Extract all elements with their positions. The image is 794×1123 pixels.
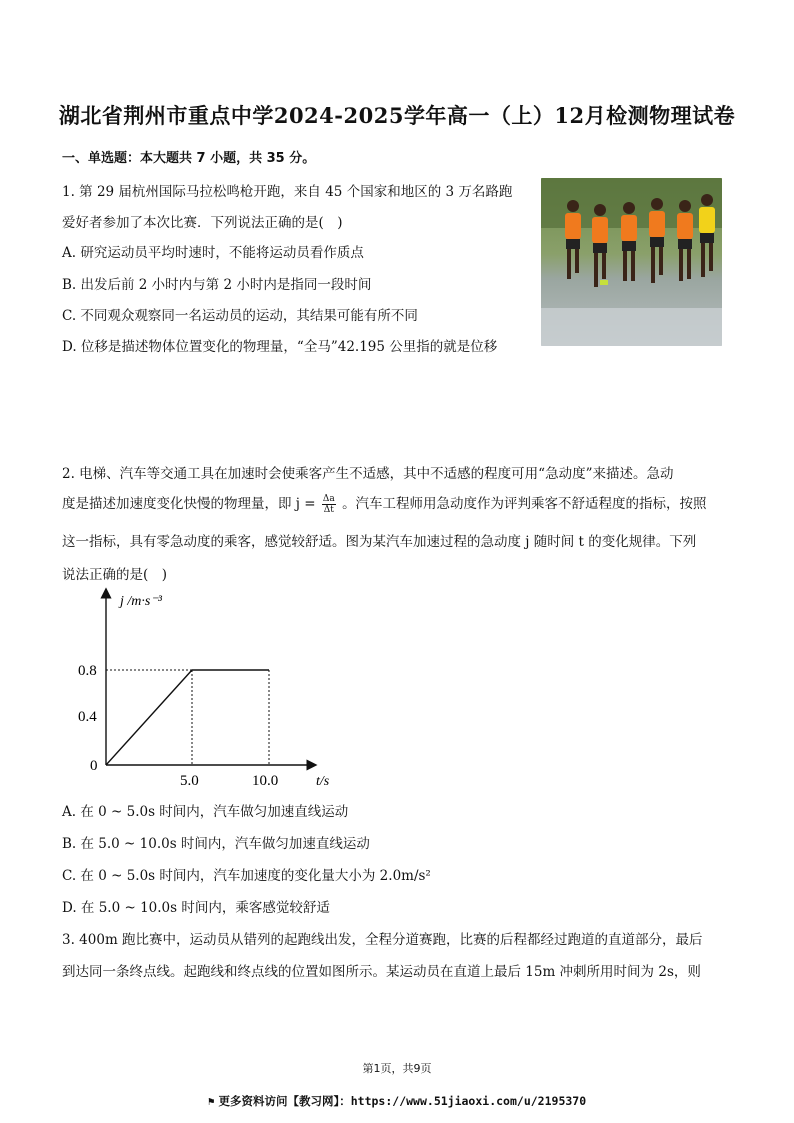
jerk-time-graph (62, 585, 362, 795)
y-tick-0: 0 (90, 758, 98, 774)
q1-option-d: D. 位移是描述物体位置变化的物理量，“全马”42.195 公里指的就是位移 (62, 339, 498, 355)
formula-numerator: Δa (322, 494, 335, 504)
promo-text[interactable]: 更多资料访问【教习网】：https://www.51jiaoxi.com/u/2195370 (218, 1094, 587, 1108)
x-tick-5-0: 5.0 (180, 773, 199, 789)
q2-line-2-post: 。汽车工程师用急动度作为评判乘客不舒适程度的指标，按照 (342, 496, 707, 512)
page-title: 湖北省荆州市重点中学2024-2025学年高一（上）12月检测物理试卷 (58, 103, 736, 128)
q1-line-2: 爱好者参加了本次比赛．下列说法正确的是( ) (62, 215, 343, 231)
section-heading: 一、单选题：本大题共 7 小题，共 35 分。 (62, 151, 316, 166)
q2-line-4: 说法正确的是( ) (62, 567, 168, 583)
q2-option-d: D. 在 5.0 ~ 10.0s 时间内，乘客感觉较舒适 (62, 900, 330, 916)
q2-line-3: 这一指标，具有零急动度的乘客，感觉较舒适。图为某汽车加速过程的急动度 j 随时间 t 的变化规律。下列 (62, 534, 697, 550)
x-tick-10-0: 10.0 (252, 773, 279, 789)
y-axis-label: j /m·s⁻³ (120, 594, 162, 609)
q1-option-a: A. 研究运动员平均时速时，不能将运动员看作质点 (62, 245, 364, 261)
q1-option-c: C. 不同观众观察同一名运动员的运动，其结果可能有所不同 (62, 308, 418, 324)
x-axis-label: t/s (316, 774, 330, 789)
q1-option-b: B. 出发后前 2 小时内与第 2 小时内是指同一段时间 (62, 277, 372, 293)
q2-option-c: C. 在 0 ~ 5.0s 时间内，汽车加速度的变化量大小为 2.0m/s² (62, 868, 431, 884)
q2-line-2 (62, 492, 707, 515)
q1-line-1: 1. 第 29 届杭州国际马拉松鸣枪开跑，来自 45 个国家和地区的 3 万名路跑 (62, 184, 513, 200)
q3-line-2: 到达同一条终点线。起跑线和终点线的位置如图所示。某运动员在直道上最后 15m 冲刺所用时间为 2s，则 (62, 964, 701, 980)
jerk-curve (106, 670, 269, 765)
formula-denominator: Δt (323, 505, 334, 515)
page-number: 第1页，共9页 (362, 1062, 432, 1075)
q3-line-1: 3. 400m 跑比赛中，运动员从错列的起跑线出发，全程分道赛跑，比赛的后程都经过跑道的直道部分，最后 (62, 932, 703, 948)
q2-option-a: A. 在 0 ~ 5.0s 时间内，汽车做匀加速直线运动 (62, 804, 349, 820)
jerk-formula (322, 494, 336, 515)
q2-line-1: 2. 电梯、汽车等交通工具在加速时会使乘客产生不适感，其中不适感的程度可用“急动度”来描述。急动 (62, 466, 674, 482)
promo-link[interactable] (0, 1093, 794, 1109)
marathon-photo (541, 178, 722, 346)
q2-option-b: B. 在 5.0 ~ 10.0s 时间内，汽车做匀加速直线运动 (62, 836, 370, 852)
q2-line-2-pre: 度是描述加速度变化快慢的物理量，即 j = (62, 496, 316, 512)
y-tick-0-8: 0.8 (78, 663, 97, 679)
y-tick-0-4: 0.4 (78, 709, 97, 725)
flag-icon: ⚑ (207, 1095, 215, 1108)
